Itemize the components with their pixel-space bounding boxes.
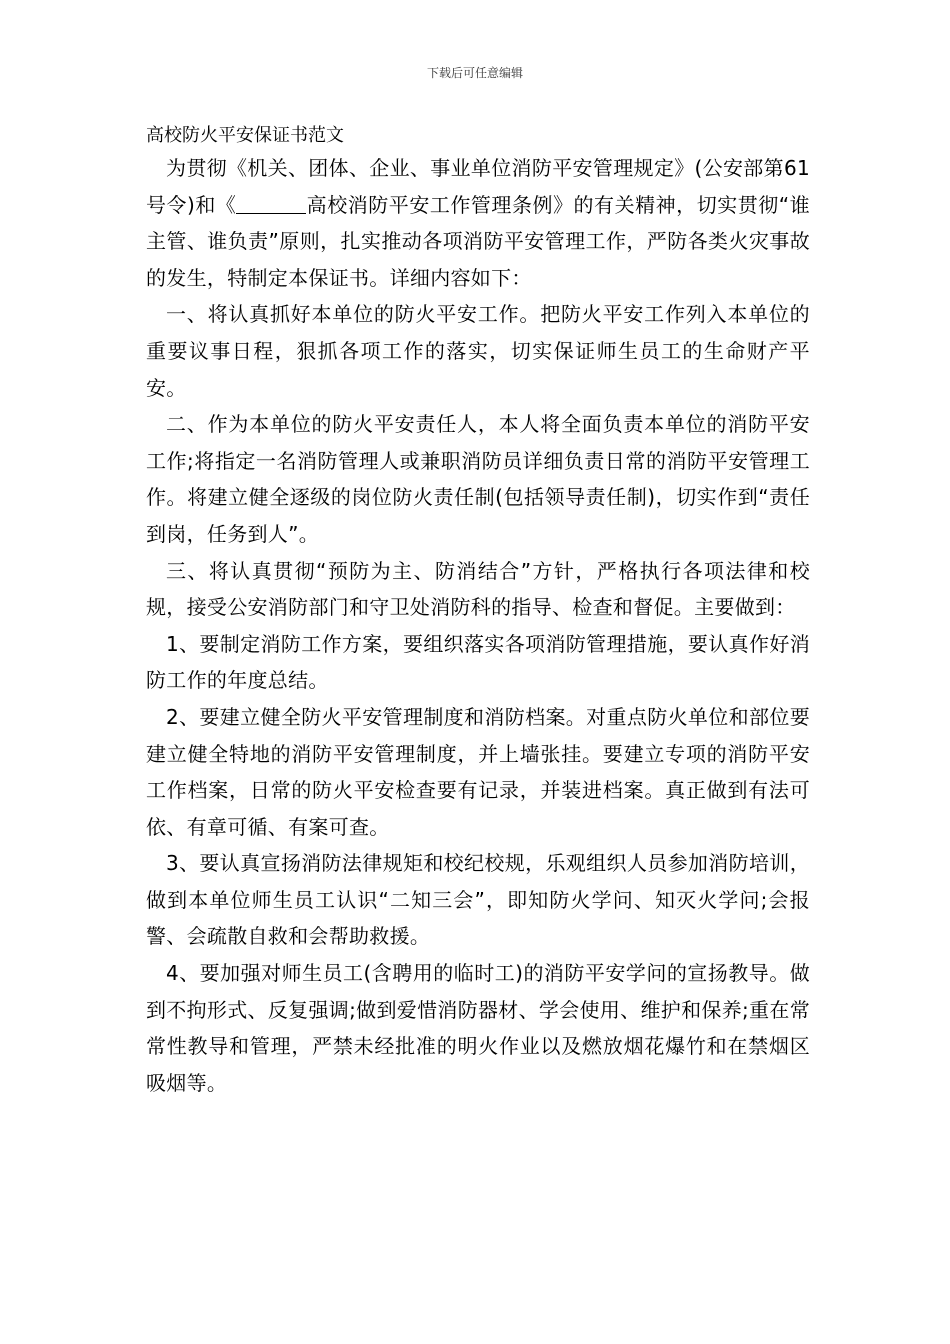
page-header-note: 下载后可任意编辑: [426, 66, 523, 80]
intro-text-part1: 为贯彻《机关、团体、企业、事业单位消防平安管理规定》(公安部第61号令)和《: [146, 156, 810, 217]
paragraph-subitem-1: 1、要制定消防工作方案，要组织落实各项消防管理措施，要认真作好消防工作的年度总结。: [146, 631, 810, 693]
paragraph-subitem-2: 2、要建立健全防火平安管理制度和消防档案。对重点防火单位和部位要建立健全特地的消防平安管理制度，并上墙张挂。要建立专项的消防平安工作档案，日常的防火平安检查要有记录，并装进档案。真正做到有法可依、有章可循、有案可查。: [146, 704, 810, 839]
intro-paragraph: [146, 150, 810, 296]
paragraph-subitem-4: 4、要加强对师生员工(含聘用的临时工)的消防平安学问的宣扬教导。做到不拘形式、反复强调;做到爱惜消防器材、学会使用、维护和保养;重在常常性教导和管理，严禁未经批准的明火作业以及燃放烟花爆竹和在禁烟区吸烟等。: [146, 961, 810, 1095]
intro-text-part2: 高校消防平安工作管理条例》的有关精神，切实贯彻“谁主管、谁负责”原则，扎实推动各项消防平安管理工作，严防各类火灾事故的发生，特制定本保证书。详细内容如下：: [146, 192, 810, 290]
paragraph-subitem-3: 3、要认真宣扬消防法律规矩和校纪校规，乐观组织人员参加消防培训，做到本单位师生员工认识“二知三会”，即知防火学问、知灭火学问;会报警、会疏散自救和会帮助救援。: [146, 851, 810, 949]
fill-in-blank: [236, 193, 306, 214]
document-title: 高校防火平安保证书范文: [146, 125, 344, 146]
document-body: [146, 122, 810, 1101]
paragraph-item-2: 二、作为本单位的防火平安责任人，本人将全面负责本单位的消防平安工作;将指定一名消防管理人或兼职消防员详细负责日常的消防平安管理工作。将建立健全逐级的岗位防火责任制(包括领导责任制)，切实作到“责任到岗，任务到人”。: [146, 412, 810, 546]
paragraph-item-1: 一、将认真抓好本单位的防火平安工作。把防火平安工作列入本单位的重要议事日程，狠抓各项工作的落实，切实保证师生员工的生命财产平安。: [146, 302, 810, 400]
paragraph-item-3: 三、将认真贯彻“预防为主、防消结合”方针，严格执行各项法律和校规，接受公安消防部门和守卫处消防科的指导、检查和督促。主要做到：: [146, 558, 810, 620]
